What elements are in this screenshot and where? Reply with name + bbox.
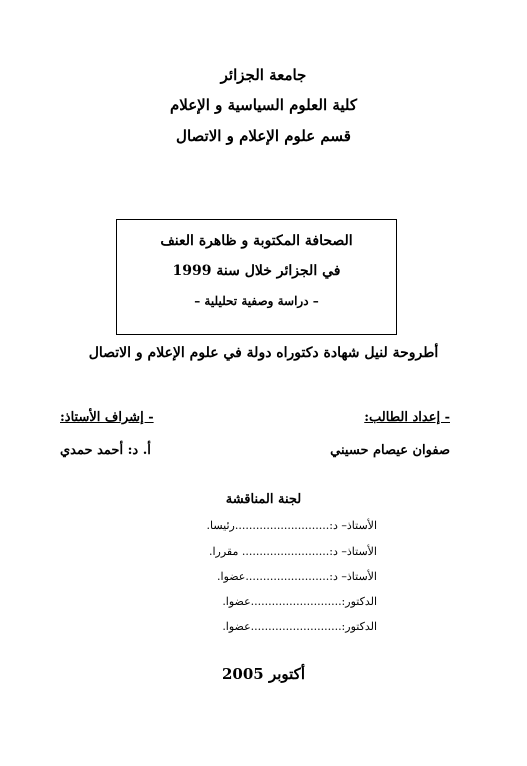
committee-title: لجنة المناقشة: [225, 492, 302, 507]
thesis-subtitle: – دراسة وصفية تحليلية –: [194, 294, 319, 308]
preparation-label: - إعداد الطالب:: [364, 410, 450, 425]
thesis-title-line-2: في الجزائر خلال سنة 1999: [172, 263, 341, 279]
thesis-title-line-1: الصحافة المكتوبة و ظاهرة العنف: [160, 233, 353, 249]
supervisor-name: أ. د: أحمد حمدي: [60, 443, 151, 458]
committee-member: الأستاذ– د:......................... مقررا.: [208, 545, 377, 558]
thesis-statement: أطروحة لنيل شهادة دكتوراه دولة في علوم الإعلام و الاتصال: [88, 345, 439, 361]
committee-member: الأستاذ– د:........................عضوا.: [217, 570, 377, 583]
student-name: صفوان عيصام حسيني: [330, 443, 450, 458]
defense-date: أكتوبر 2005: [221, 665, 305, 683]
committee-member: الدكتور:..........................عضوا.: [222, 620, 377, 633]
university-name: جامعة الجزائر: [220, 66, 307, 84]
thesis-title-box: [116, 219, 397, 335]
faculty-name: كلية العلوم السياسية و الإعلام: [169, 96, 358, 114]
committee-member: الدكتور:..........................عضوا.: [222, 595, 377, 608]
department-name: قسم علوم الإعلام و الاتصال: [176, 127, 351, 145]
committee-member: الأستاذ– د:...........................رئيسا.: [206, 519, 377, 532]
supervision-label: - إشراف الأستاذ:: [60, 410, 154, 425]
